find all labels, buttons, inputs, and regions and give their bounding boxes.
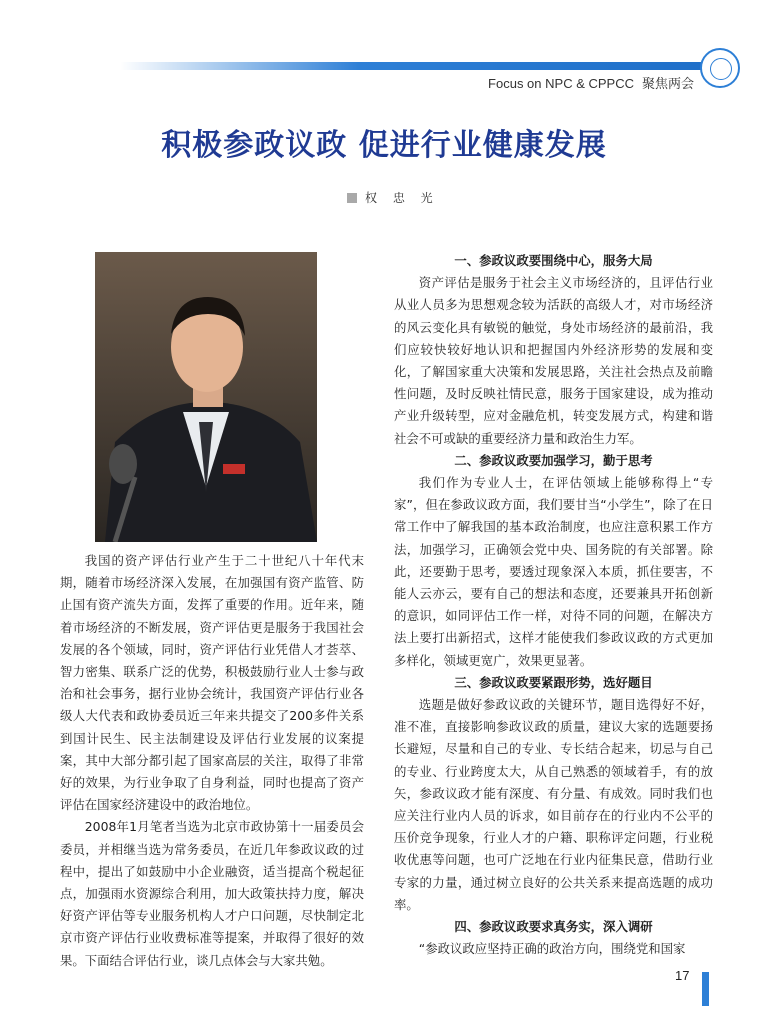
cppcc-emblem-icon	[700, 48, 740, 88]
header-accent-bar	[120, 62, 720, 70]
section-heading-4: 四、参政议政要求真务实，深入调研	[454, 919, 653, 935]
page-number: 17	[675, 968, 690, 983]
section-heading-2: 二、参政议政要加强学习，勤于思考	[454, 452, 653, 468]
left-column	[60, 550, 364, 972]
paragraph: 选题是做好参政议政的关键环节，题目选得好不好，准不准，直接影响参政议政的质量，建议大家的选题要扬长避短，尽量和自己的专业、专长结合起来，切忌与自己的专业、行业跨度太大，从自己熟悉的领域着手，有的放矢，参政议政才能有深度、有分量、有成效。同时我们也应关注行业内人员的诉求，如目前存在的行业内不公平的压价竞争现象，行业人才的户籍、职称评定问题，行业税收优惠等问题，也可广泛地在行业内征集民意，借助行业专家的力量，通过树立良好的公共关系来提高选题的成功率。	[394, 697, 713, 912]
section-label-cn: 聚焦两会	[641, 77, 694, 92]
page-tab-marker	[702, 972, 709, 1006]
section-heading-1: 一、参政议政要围绕中心，服务大局	[454, 253, 653, 268]
paragraph: 资产评估是服务于社会主义市场经济的，且评估行业从业人员多为思想观念较为活跃的高级人才，对市场经济的风云变化具有敏锐的触觉，身处市场经济的最前沿，我们应较快较好地认识和把握国内外经济形势的发展和变化，了解国家重大决策和发展思路，关注社会热点及前瞻性问题，及时反映社情民意，服务于国家建设，成为推动产业升级转型，应对金融危机，转变发展方式，构建和谐社会不可或缺的重要经济力量和政治生力军。	[394, 275, 713, 446]
section-header	[488, 73, 694, 92]
paragraph: 我们作为专业人士，在评估领域上能够称得上“专家”，但在参政议政方面，我们要甘当“小学生”，除了在日常工作中了解我国的基本政治制度，也应注意积累工作方法，加强学习，正确领会党中央、国务院的有关部署。除此，还要勤于思考，要透过现象深入本质，抓住要害，不能人云亦云，要有自己的想法和态度，还要兼具开拓创新的意识，如同评估工作一样，对待不同的问题，在解决方法上要打出新招式，这样才能使我们参政议政的方式更加多样化，领域更宽广，效果更显著。	[394, 475, 713, 668]
right-column	[394, 250, 713, 961]
author-bullet-icon	[347, 193, 357, 203]
paragraph: 2008年1月笔者当选为北京市政协第十一届委员会委员，并相继当选为常务委员，在近几年参政议政的过程中，提出了如鼓励中小企业融资，适当提高个税起征点，加强雨水资源综合利用，加大政策扶持力度，解决好资产评估等专业服务机构人才户口问题，尽快制定北京市资产评估行业收费标准等提案，并取得了很好的效果。下面结合评估行业，谈几点体会与大家共勉。	[60, 819, 364, 968]
paragraph: “参政议政应坚持正确的政治方向，围绕党和国家	[418, 941, 686, 957]
portrait-illustration	[95, 252, 317, 542]
author-name: 权 忠 光	[365, 191, 439, 205]
section-label-en: Focus on NPC & CPPCC	[488, 76, 634, 91]
section-heading-3: 三、参政议政要紧跟形势，选好题目	[454, 674, 653, 690]
author-line	[347, 189, 439, 206]
paragraph: 我国的资产评估行业产生于二十世纪八十年代末期，随着市场经济深入发展，在加强国有资产监管、防止国有资产流失方面，发挥了重要的作用。近年来，随着市场经济的不断发展，资产评估更是服务于我国社会发展的各个领域，同时，资产评估行业凭借人才荟萃、智力密集、联系广泛的优势，积极鼓励行业人士参与政治和社会事务，据行业协会统计，我国资产评估行业各级人大代表和政协委员近三年来共提交了200多件关系到国计民生、民主法制建设及评估行业发展的议案提案，其中大部分都引起了国家高层的关注，取得了非常好的效果，为行业争取了自身利益，同时也提高了资产评估在国家经济建设中的政治地位。	[60, 553, 364, 813]
article-title: 积极参政议政 促进行业健康发展	[161, 128, 607, 163]
author-portrait-photo	[95, 252, 317, 542]
